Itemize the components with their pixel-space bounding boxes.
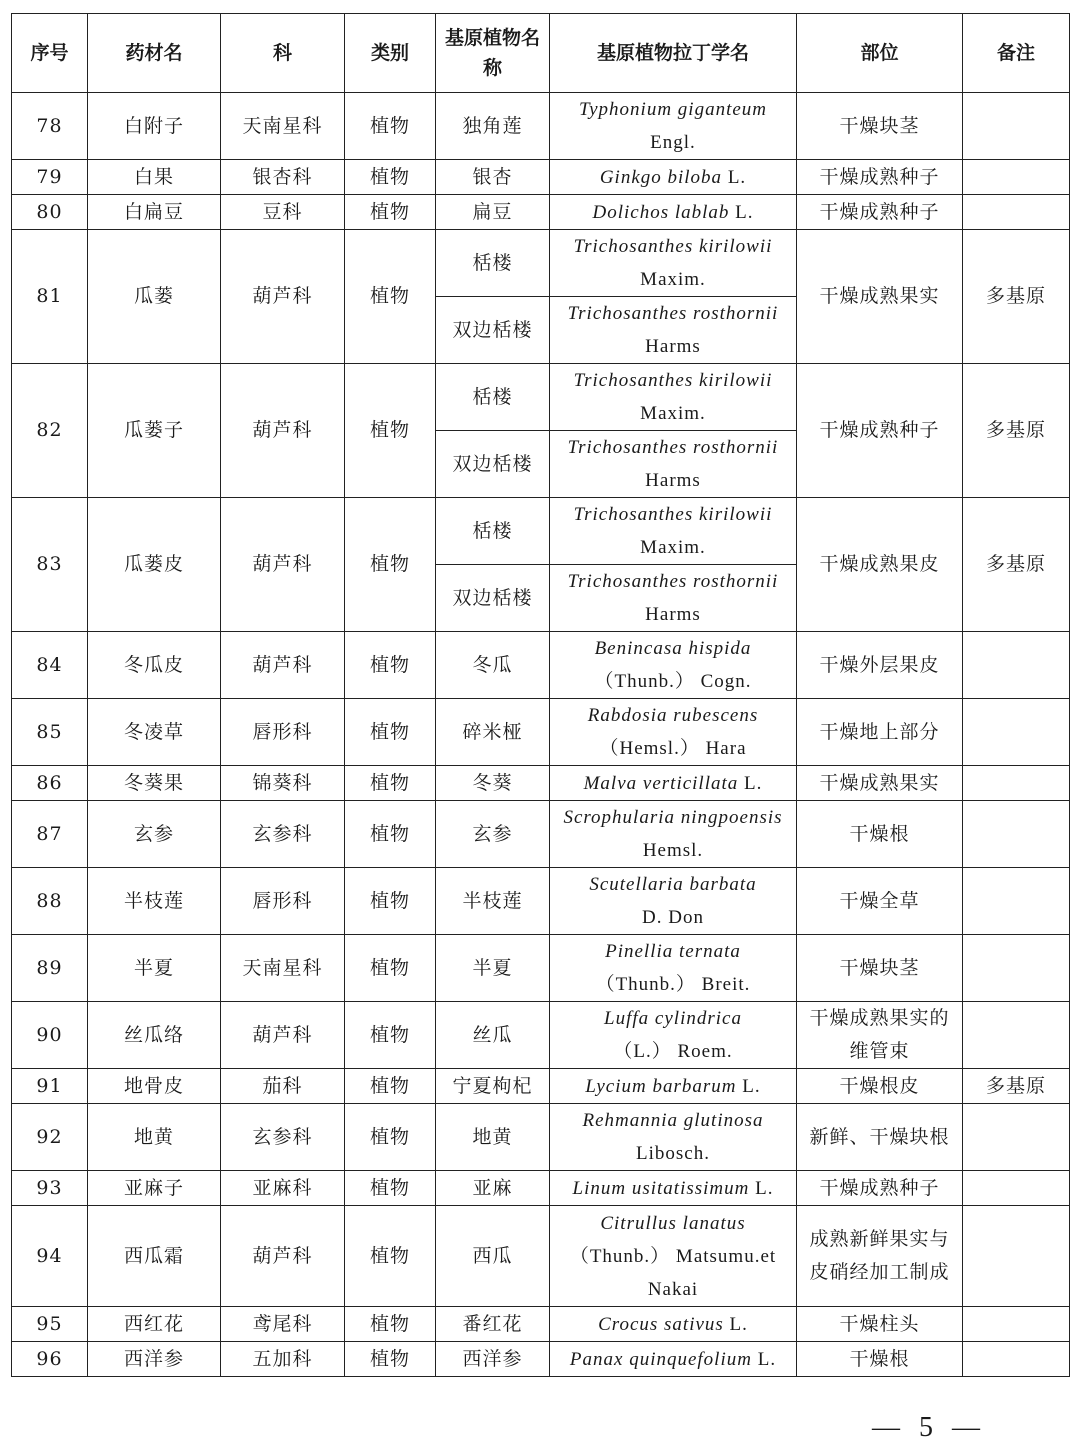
cell-category: 植物 [345, 632, 436, 699]
cell-part: 干燥根皮 [797, 1069, 963, 1104]
cell-herb-name: 半夏 [88, 935, 221, 1002]
header-row [12, 14, 1070, 93]
cell-part: 干燥全草 [797, 868, 963, 935]
page-number: — 5 — [872, 1412, 986, 1443]
table-body [12, 93, 1070, 1377]
latin-author: （Thunb.） Matsumu.et Nakai [569, 1245, 777, 1300]
table-row [12, 868, 1070, 935]
cell-family: 葫芦科 [221, 498, 345, 632]
latin-author: Maxim. [640, 537, 706, 558]
cell-herb-name: 丝瓜络 [88, 1002, 221, 1069]
latin-genus-species: Rehmannia glutinosa [582, 1110, 764, 1131]
cell-no: 93 [12, 1171, 88, 1206]
cell-source-plant: 半夏 [436, 935, 550, 1002]
cell-source-plant: 双边栝楼 [436, 297, 550, 364]
cell-family: 唇形科 [221, 699, 345, 766]
latin-genus-species: Trichosanthes kirilowii [573, 504, 773, 525]
header-category: 类别 [345, 14, 436, 93]
latin-author: Harms [645, 470, 701, 491]
cell-latin-name [550, 766, 797, 801]
cell-source-plant: 西洋参 [436, 1342, 550, 1377]
cell-category: 植物 [345, 1069, 436, 1104]
cell-source-plant: 玄参 [436, 801, 550, 868]
cell-herb-name: 半枝莲 [88, 868, 221, 935]
header-latin-name: 基原植物拉丁学名 [550, 14, 797, 93]
cell-no: 96 [12, 1342, 88, 1377]
table-row [12, 1069, 1070, 1104]
cell-latin-name [550, 1307, 797, 1342]
cell-latin-name [550, 1104, 797, 1171]
cell-category: 植物 [345, 230, 436, 364]
cell-family: 葫芦科 [221, 1206, 345, 1307]
cell-source-plant: 双边栝楼 [436, 565, 550, 632]
header-herb-name: 药材名 [88, 14, 221, 93]
cell-no: 81 [12, 230, 88, 364]
cell-source-plant: 地黄 [436, 1104, 550, 1171]
cell-latin-name [550, 1342, 797, 1377]
cell-category: 植物 [345, 93, 436, 160]
cell-part: 干燥外层果皮 [797, 632, 963, 699]
latin-author: Maxim. [640, 269, 706, 290]
latin-genus-species: Citrullus lanatus [600, 1212, 746, 1234]
cell-no: 94 [12, 1206, 88, 1307]
table-row [12, 1104, 1070, 1171]
cell-note: 多基原 [963, 498, 1070, 632]
cell-part: 干燥地上部分 [797, 699, 963, 766]
cell-no: 89 [12, 935, 88, 1002]
cell-no: 90 [12, 1002, 88, 1069]
cell-note [963, 801, 1070, 868]
cell-category: 植物 [345, 699, 436, 766]
cell-source-plant: 银杏 [436, 160, 550, 195]
cell-latin-name [550, 1206, 797, 1307]
cell-no: 85 [12, 699, 88, 766]
cell-note [963, 160, 1070, 195]
cell-family: 银杏科 [221, 160, 345, 195]
cell-herb-name: 白附子 [88, 93, 221, 160]
cell-no: 83 [12, 498, 88, 632]
cell-note [963, 868, 1070, 935]
cell-no: 95 [12, 1307, 88, 1342]
cell-category: 植物 [345, 364, 436, 498]
cell-part: 干燥成熟果实 [797, 766, 963, 801]
cell-category: 植物 [345, 1104, 436, 1171]
cell-category: 植物 [345, 160, 436, 195]
cell-category: 植物 [345, 1002, 436, 1069]
table-row [12, 93, 1070, 160]
cell-family: 玄参科 [221, 1104, 345, 1171]
latin-genus-species: Scutellaria barbata [589, 874, 757, 895]
cell-family: 葫芦科 [221, 1002, 345, 1069]
cell-part: 干燥成熟果实 [797, 230, 963, 364]
cell-category: 植物 [345, 801, 436, 868]
latin-genus-species: Dolichos lablab [592, 201, 730, 223]
cell-herb-name: 地黄 [88, 1104, 221, 1171]
cell-source-plant: 扁豆 [436, 195, 550, 230]
table-row [12, 1002, 1070, 1069]
cell-category: 植物 [345, 195, 436, 230]
cell-latin-name [550, 935, 797, 1002]
cell-note: 多基原 [963, 230, 1070, 364]
cell-source-plant: 丝瓜 [436, 1002, 550, 1069]
cell-herb-name: 西瓜霜 [88, 1206, 221, 1307]
cell-family: 鸢尾科 [221, 1307, 345, 1342]
cell-part: 干燥根 [797, 801, 963, 868]
cell-latin-name [550, 431, 797, 498]
cell-part: 干燥块茎 [797, 93, 963, 160]
cell-family: 葫芦科 [221, 230, 345, 364]
latin-genus-species: Ginkgo biloba [599, 166, 723, 188]
cell-note [963, 1002, 1070, 1069]
cell-no: 82 [12, 364, 88, 498]
cell-herb-name: 瓜蒌 [88, 230, 221, 364]
cell-part: 干燥成熟种子 [797, 1171, 963, 1206]
cell-source-plant: 栝楼 [436, 364, 550, 431]
latin-author: （Hemsl.） Hara [599, 738, 747, 759]
latin-author: （Thunb.） Cogn. [594, 671, 752, 692]
latin-author: Harms [645, 604, 701, 625]
cell-category: 植物 [345, 766, 436, 801]
cell-latin-name [550, 297, 797, 364]
latin-author: D. Don [642, 907, 704, 928]
table-row [12, 801, 1070, 868]
cell-category: 植物 [345, 498, 436, 632]
latin-author: Harms [645, 336, 701, 357]
table-row [12, 935, 1070, 1002]
latin-genus-species: Malva verticillata [583, 772, 739, 794]
cell-part: 干燥成熟果皮 [797, 498, 963, 632]
cell-herb-name: 西洋参 [88, 1342, 221, 1377]
cell-no: 84 [12, 632, 88, 699]
header-no: 序号 [12, 14, 88, 93]
cell-latin-name [550, 1002, 797, 1069]
cell-source-plant: 番红花 [436, 1307, 550, 1342]
latin-genus-species: Typhonium giganteum [578, 99, 768, 120]
latin-genus-species: Panax quinquefolium [569, 1348, 752, 1370]
cell-latin-name [550, 565, 797, 632]
cell-note [963, 699, 1070, 766]
cell-note [963, 766, 1070, 801]
header-source-plant: 基原植物名称 [436, 14, 550, 93]
cell-latin-name [550, 364, 797, 431]
cell-latin-name [550, 93, 797, 160]
latin-author: Libosch. [636, 1143, 710, 1164]
cell-category: 植物 [345, 935, 436, 1002]
latin-genus-species: Scrophularia ningpoensis [563, 807, 783, 828]
cell-no: 92 [12, 1104, 88, 1171]
latin-genus-species: Trichosanthes kirilowii [573, 370, 773, 391]
cell-latin-name [550, 699, 797, 766]
latin-genus-species: Luffa cylindrica [604, 1008, 742, 1029]
cell-part: 干燥成熟种子 [797, 364, 963, 498]
cell-part: 干燥块茎 [797, 935, 963, 1002]
latin-genus-species: Linum usitatissimum [572, 1177, 750, 1199]
cell-note [963, 195, 1070, 230]
cell-family: 天南星科 [221, 935, 345, 1002]
cell-category: 植物 [345, 1206, 436, 1307]
cell-note [963, 1307, 1070, 1342]
latin-author: L. [742, 1075, 761, 1097]
cell-family: 天南星科 [221, 93, 345, 160]
cell-latin-name [550, 498, 797, 565]
latin-genus-species: Trichosanthes rosthornii [567, 303, 779, 324]
table-row [12, 699, 1070, 766]
cell-source-plant: 独角莲 [436, 93, 550, 160]
cell-no: 86 [12, 766, 88, 801]
latin-author: Maxim. [640, 403, 706, 424]
latin-author: L. [757, 1348, 777, 1370]
cell-family: 茄科 [221, 1069, 345, 1104]
cell-part: 干燥成熟种子 [797, 195, 963, 230]
cell-part: 干燥成熟种子 [797, 160, 963, 195]
cell-no: 80 [12, 195, 88, 230]
latin-author: L. [735, 201, 754, 223]
latin-author: Engl. [650, 132, 696, 153]
table-row [12, 498, 1070, 565]
cell-category: 植物 [345, 868, 436, 935]
table-row [12, 766, 1070, 801]
latin-genus-species: Trichosanthes rosthornii [567, 571, 779, 592]
latin-genus-species: Benincasa hispida [594, 638, 752, 659]
cell-herb-name: 白果 [88, 160, 221, 195]
table-row [12, 1206, 1070, 1307]
latin-author: （L.） Roem. [613, 1041, 733, 1062]
cell-herb-name: 地骨皮 [88, 1069, 221, 1104]
table-row [12, 160, 1070, 195]
cell-latin-name [550, 160, 797, 195]
cell-source-plant: 亚麻 [436, 1171, 550, 1206]
cell-category: 植物 [345, 1171, 436, 1206]
table-row [12, 1171, 1070, 1206]
cell-note [963, 1104, 1070, 1171]
cell-no: 91 [12, 1069, 88, 1104]
latin-genus-species: Pinellia ternata [605, 941, 741, 962]
cell-part: 成熟新鲜果实与皮硝经加工制成 [797, 1206, 963, 1307]
latin-author: L. [744, 772, 763, 794]
cell-source-plant: 栝楼 [436, 230, 550, 297]
latin-genus-species: Trichosanthes rosthornii [567, 437, 779, 458]
latin-author: L. [729, 1313, 748, 1335]
table-row [12, 364, 1070, 431]
cell-family: 五加科 [221, 1342, 345, 1377]
cell-source-plant: 冬瓜 [436, 632, 550, 699]
cell-family: 玄参科 [221, 801, 345, 868]
latin-genus-species: Lycium barbarum [585, 1075, 737, 1097]
cell-note [963, 1342, 1070, 1377]
cell-latin-name [550, 195, 797, 230]
latin-genus-species: Trichosanthes kirilowii [573, 236, 773, 257]
cell-no: 79 [12, 160, 88, 195]
cell-family: 豆科 [221, 195, 345, 230]
cell-family: 唇形科 [221, 868, 345, 935]
table-row [12, 1342, 1070, 1377]
cell-latin-name [550, 230, 797, 297]
latin-genus-species: Crocus sativus [598, 1313, 724, 1335]
cell-herb-name: 冬瓜皮 [88, 632, 221, 699]
cell-family: 葫芦科 [221, 364, 345, 498]
cell-family: 葫芦科 [221, 632, 345, 699]
cell-note [963, 1171, 1070, 1206]
cell-part: 新鲜、干燥块根 [797, 1104, 963, 1171]
cell-latin-name [550, 868, 797, 935]
table-row [12, 230, 1070, 297]
latin-author: L. [755, 1177, 774, 1199]
cell-no: 87 [12, 801, 88, 868]
cell-herb-name: 亚麻子 [88, 1171, 221, 1206]
header-family: 科 [221, 14, 345, 93]
cell-category: 植物 [345, 1307, 436, 1342]
cell-source-plant: 双边栝楼 [436, 431, 550, 498]
cell-source-plant: 西瓜 [436, 1206, 550, 1307]
herb-table [11, 13, 1070, 1377]
cell-latin-name [550, 1069, 797, 1104]
cell-source-plant: 栝楼 [436, 498, 550, 565]
cell-herb-name: 白扁豆 [88, 195, 221, 230]
header-note: 备注 [963, 14, 1070, 93]
cell-herb-name: 瓜蒌子 [88, 364, 221, 498]
cell-category: 植物 [345, 1342, 436, 1377]
cell-latin-name [550, 801, 797, 868]
cell-note: 多基原 [963, 364, 1070, 498]
cell-herb-name: 冬葵果 [88, 766, 221, 801]
cell-note [963, 935, 1070, 1002]
cell-part: 干燥根 [797, 1342, 963, 1377]
cell-family: 锦葵科 [221, 766, 345, 801]
cell-source-plant: 半枝莲 [436, 868, 550, 935]
table-row [12, 632, 1070, 699]
latin-author: （Thunb.） Breit. [595, 974, 751, 995]
cell-herb-name: 玄参 [88, 801, 221, 868]
table-row [12, 1307, 1070, 1342]
cell-note [963, 93, 1070, 160]
cell-source-plant: 碎米桠 [436, 699, 550, 766]
latin-genus-species: Rabdosia rubescens [587, 705, 759, 726]
latin-author: Hemsl. [642, 840, 704, 861]
cell-source-plant: 冬葵 [436, 766, 550, 801]
cell-source-plant: 宁夏枸杞 [436, 1069, 550, 1104]
cell-note [963, 1206, 1070, 1307]
cell-no: 78 [12, 93, 88, 160]
cell-note: 多基原 [963, 1069, 1070, 1104]
header-part: 部位 [797, 14, 963, 93]
cell-latin-name [550, 1171, 797, 1206]
table-row [12, 195, 1070, 230]
cell-herb-name: 冬凌草 [88, 699, 221, 766]
cell-family: 亚麻科 [221, 1171, 345, 1206]
cell-part: 干燥成熟果实的维管束 [797, 1002, 963, 1069]
cell-herb-name: 西红花 [88, 1307, 221, 1342]
cell-latin-name [550, 632, 797, 699]
cell-no: 88 [12, 868, 88, 935]
cell-part: 干燥柱头 [797, 1307, 963, 1342]
cell-herb-name: 瓜蒌皮 [88, 498, 221, 632]
cell-note [963, 632, 1070, 699]
latin-author: L. [727, 166, 747, 188]
